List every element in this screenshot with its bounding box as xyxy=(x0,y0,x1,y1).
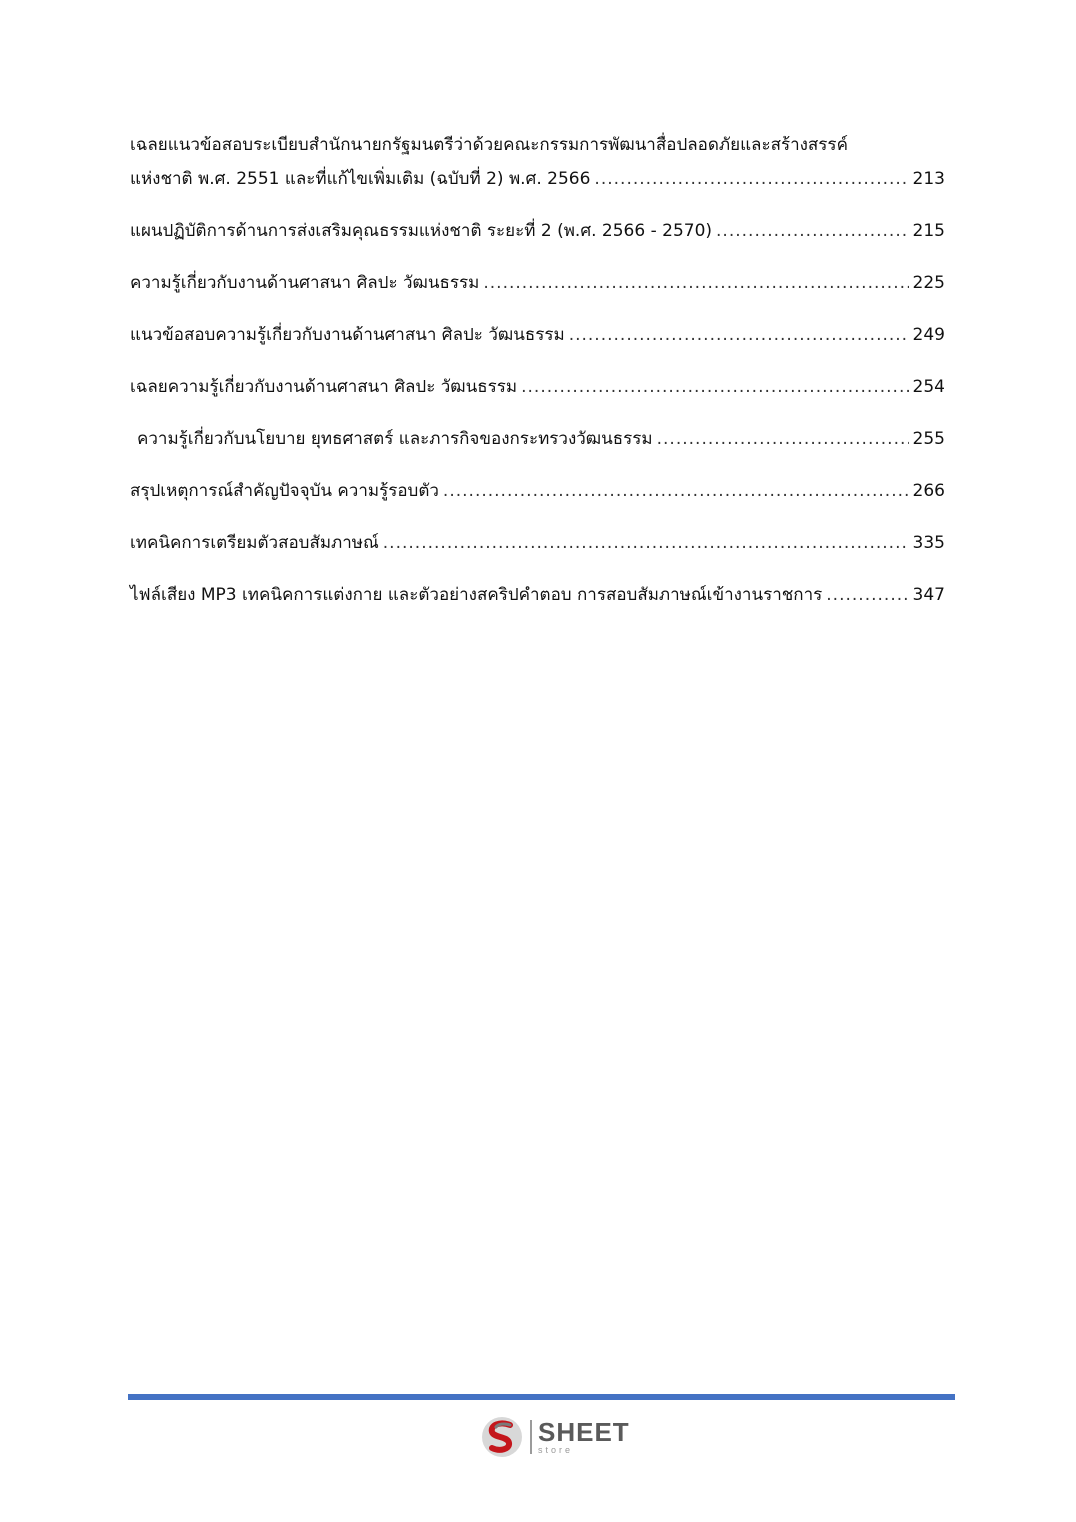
sheet-store-logo xyxy=(480,1412,630,1462)
dot-leader xyxy=(594,162,908,196)
toc-entry xyxy=(130,578,945,612)
toc-page-number: 213 xyxy=(912,169,945,189)
toc-entry-title: แผนปฏิบัติการด้านการส่งเสริมคุณธรรมแห่งชาติ ระยะที่ 2 (พ.ศ. 2566 - 2570) xyxy=(130,221,713,241)
logo-wordmark: SHEET xyxy=(538,1417,630,1447)
toc-entry-title-line1: เฉลยแนวข้อสอบระเบียบสำนักนายกรัฐมนตรีว่าด้วยคณะกรรมการพัฒนาสื่อปลอดภัยและสร้างสรรค์ xyxy=(130,135,848,155)
toc-entry-title: ไฟล์เสียง MP3 เทคนิคการแต่งกาย และตัวอย่างสคริปคำตอบ การสอบสัมภาษณ์เข้างานราชการ xyxy=(130,585,823,605)
logo-divider xyxy=(530,1420,532,1454)
toc-entry xyxy=(130,266,945,300)
dot-leader xyxy=(569,318,909,352)
toc-page-number: 335 xyxy=(912,533,945,553)
toc-page-number: 255 xyxy=(912,429,945,449)
logo-subword: store xyxy=(538,1445,574,1455)
toc-entry xyxy=(130,370,945,404)
toc-page-number: 249 xyxy=(912,325,945,345)
toc-entry xyxy=(130,474,945,508)
dot-leader xyxy=(826,578,908,612)
toc-entry xyxy=(130,128,945,196)
table-of-contents xyxy=(130,128,945,612)
toc-entry xyxy=(130,214,945,248)
dot-leader xyxy=(443,474,909,508)
footer-rule xyxy=(128,1394,955,1400)
toc-entry-title: แห่งชาติ พ.ศ. 2551 และที่แก้ไขเพิ่มเติม (ฉบับที่ 2) พ.ศ. 2566 xyxy=(130,169,591,189)
dot-leader xyxy=(657,422,909,456)
dot-leader xyxy=(383,526,909,560)
toc-page-number: 254 xyxy=(912,377,945,397)
toc-entry xyxy=(130,318,945,352)
dot-leader xyxy=(716,214,909,248)
toc-entry-title: แนวข้อสอบความรู้เกี่ยวกับงานด้านศาสนา ศิลปะ วัฒนธรรม xyxy=(130,325,565,345)
dot-leader xyxy=(521,370,908,404)
toc-entry-title: ความรู้เกี่ยวกับนโยบาย ยุทธศาสตร์ และภารกิจของกระทรวงวัฒนธรรม xyxy=(137,429,653,449)
toc-entry xyxy=(130,526,945,560)
toc-page-number: 225 xyxy=(912,273,945,293)
toc-entry-title: เฉลยความรู้เกี่ยวกับงานด้านศาสนา ศิลปะ วัฒนธรรม xyxy=(130,377,518,397)
toc-entry xyxy=(130,422,945,456)
toc-entry-title: ความรู้เกี่ยวกับงานด้านศาสนา ศิลปะ วัฒนธรรม xyxy=(130,273,480,293)
toc-page-number: 215 xyxy=(912,221,945,241)
toc-page-number: 266 xyxy=(912,481,945,501)
s-logo-icon xyxy=(480,1415,524,1459)
toc-entry-title: เทคนิคการเตรียมตัวสอบสัมภาษณ์ xyxy=(130,533,379,553)
toc-entry-title: สรุปเหตุการณ์สำคัญปัจจุบัน ความรู้รอบตัว xyxy=(130,481,439,501)
dot-leader xyxy=(483,266,908,300)
toc-page-number: 347 xyxy=(912,585,945,605)
